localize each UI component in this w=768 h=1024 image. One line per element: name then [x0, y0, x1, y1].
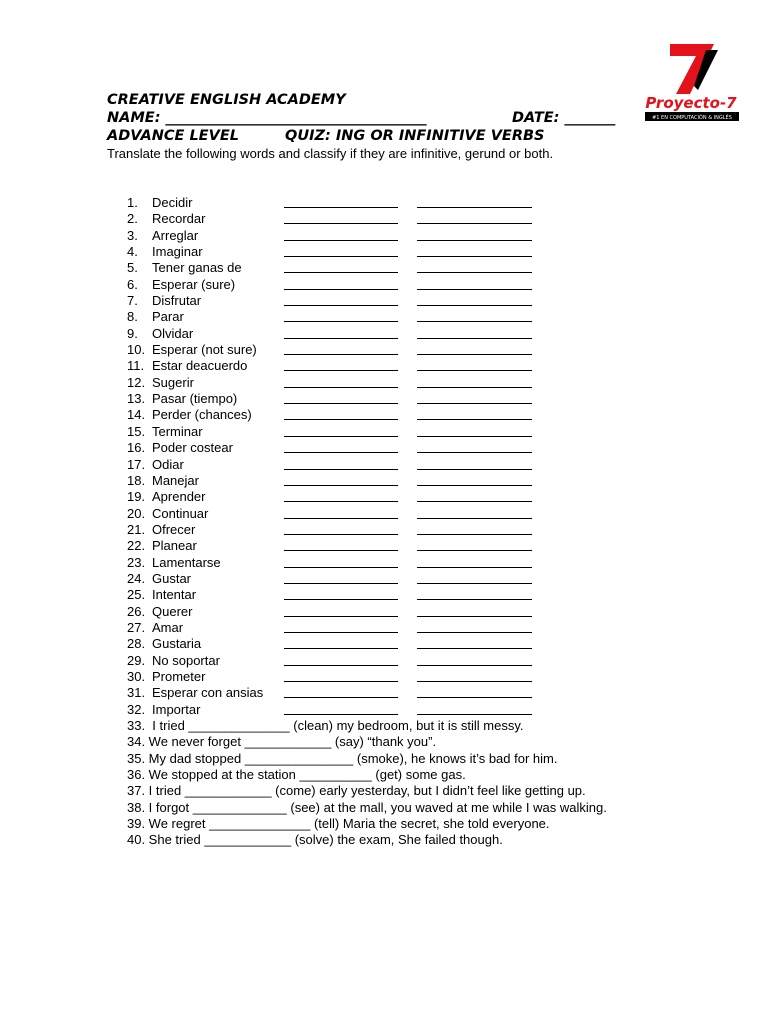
- translation-blank[interactable]: [284, 223, 398, 224]
- word-row: [127, 571, 607, 587]
- translation-blank[interactable]: [284, 665, 398, 666]
- classification-blank[interactable]: [417, 256, 532, 257]
- word-spanish: Manejar: [152, 472, 199, 488]
- word-number: 28.: [127, 636, 146, 652]
- word-spanish: Aprender: [152, 489, 206, 505]
- translation-blank[interactable]: [284, 452, 398, 453]
- classification-blank[interactable]: [417, 272, 532, 273]
- word-number: 25.: [127, 587, 146, 603]
- word-number: 24.: [127, 570, 146, 586]
- classification-blank[interactable]: [417, 616, 532, 617]
- word-spanish: Continuar: [152, 505, 209, 521]
- word-number: 31.: [127, 685, 146, 701]
- word-number: 10.: [127, 342, 146, 358]
- word-number: 7.: [127, 293, 138, 309]
- word-spanish: Lamentarse: [152, 554, 221, 570]
- word-number: 27.: [127, 619, 146, 635]
- word-spanish: Querer: [152, 603, 193, 619]
- word-spanish: Planear: [152, 538, 197, 554]
- sentence-row: 38. I forgot _____________ (see) at the mall, you waved at me while I was walking.: [127, 799, 607, 815]
- word-row: [127, 604, 607, 620]
- word-row: [127, 489, 607, 505]
- word-number: 1.: [127, 195, 138, 210]
- translation-blank[interactable]: [284, 272, 398, 273]
- word-number: 15.: [127, 423, 146, 439]
- word-number: 23.: [127, 554, 146, 570]
- translation-blank[interactable]: [284, 256, 398, 257]
- word-spanish: Tener ganas de: [152, 260, 242, 276]
- quiz-title: QUIZ: ING OR INFINITIVE VERBS: [285, 128, 545, 144]
- instructions: Translate the following words and classify if they are infinitive, gerund or both.: [107, 146, 554, 161]
- word-row: [127, 260, 607, 276]
- classification-blank[interactable]: [417, 452, 532, 453]
- word-number: 5.: [127, 260, 138, 276]
- classification-blank[interactable]: [417, 501, 532, 502]
- translation-blank[interactable]: [284, 305, 398, 306]
- word-row: [127, 440, 607, 456]
- word-row: [127, 457, 607, 473]
- classification-blank[interactable]: [417, 550, 532, 551]
- translation-blank[interactable]: [284, 338, 398, 339]
- translation-blank[interactable]: [284, 436, 398, 437]
- word-number: 11.: [127, 358, 145, 374]
- word-spanish: Esperar con ansias: [152, 685, 264, 701]
- word-spanish: Prometer: [152, 668, 206, 684]
- word-number: 32.: [127, 701, 146, 717]
- word-row: [127, 587, 607, 603]
- classification-blank[interactable]: [417, 681, 532, 682]
- classification-blank[interactable]: [417, 338, 532, 339]
- classification-blank[interactable]: [417, 223, 532, 224]
- date-field-label[interactable]: DATE: _______: [512, 110, 616, 126]
- sentence-row: 34. We never forget ____________ (say) “thank you”.: [127, 734, 437, 750]
- word-spanish: Odiar: [152, 456, 184, 472]
- classification-blank[interactable]: [417, 240, 532, 241]
- classification-blank[interactable]: [417, 469, 532, 470]
- word-spanish: Decidir: [152, 195, 193, 210]
- word-spanish: Imaginar: [152, 244, 203, 260]
- word-row: [127, 473, 607, 489]
- translation-blank[interactable]: [284, 387, 398, 388]
- word-number: 8.: [127, 309, 138, 325]
- word-spanish: Estar deacuerdo: [152, 358, 248, 374]
- classification-blank[interactable]: [417, 632, 532, 633]
- word-number: 3.: [127, 227, 138, 243]
- classification-blank[interactable]: [417, 354, 532, 355]
- sentence-row: 33. I tried ______________ (clean) my bedroom, but it is still messy.: [127, 718, 524, 733]
- classification-blank[interactable]: [417, 419, 532, 420]
- translation-blank[interactable]: [284, 419, 398, 420]
- translation-blank[interactable]: [284, 501, 398, 502]
- word-number: 14.: [127, 407, 146, 423]
- word-spanish: Amar: [152, 619, 184, 635]
- classification-blank[interactable]: [417, 534, 532, 535]
- classification-blank[interactable]: [417, 648, 532, 649]
- word-number: 13.: [127, 391, 146, 407]
- word-row: [127, 506, 607, 522]
- word-number: 18.: [127, 472, 146, 488]
- svg-text:#1 EN COMPUTACIÓN & INGLÉS: #1 EN COMPUTACIÓN & INGLÉS: [652, 115, 732, 121]
- classification-blank[interactable]: [417, 567, 532, 568]
- translation-blank[interactable]: [284, 207, 398, 208]
- translation-blank[interactable]: [284, 697, 398, 698]
- word-row: [127, 620, 607, 636]
- word-number: 16.: [127, 440, 146, 456]
- word-spanish: Ofrecer: [152, 521, 196, 537]
- classification-blank[interactable]: [417, 665, 532, 666]
- proyecto-7-logo: [640, 42, 742, 122]
- translation-blank[interactable]: [284, 289, 398, 290]
- word-row: [127, 309, 607, 325]
- word-row: [127, 702, 607, 718]
- word-row: [127, 211, 607, 227]
- translation-blank[interactable]: [284, 648, 398, 649]
- translation-blank[interactable]: [284, 240, 398, 241]
- word-spanish: Poder costear: [152, 440, 233, 456]
- name-field-label[interactable]: NAME: ____________________________________: [107, 110, 427, 126]
- word-number: 2.: [127, 211, 138, 227]
- vocabulary-list: [127, 195, 607, 849]
- word-spanish: Parar: [152, 309, 184, 325]
- translation-blank[interactable]: [284, 370, 398, 371]
- word-number: 6.: [127, 276, 138, 292]
- word-spanish: Intentar: [152, 587, 197, 603]
- word-spanish: Terminar: [152, 423, 203, 439]
- word-spanish: Recordar: [152, 211, 206, 227]
- word-number: 4.: [127, 244, 138, 260]
- classification-blank[interactable]: [417, 485, 532, 486]
- classification-blank[interactable]: [417, 207, 532, 208]
- sentence-row: 40. She tried ____________ (solve) the exam, She failed though.: [127, 832, 503, 848]
- classification-blank[interactable]: [417, 599, 532, 600]
- proyecto-7-logo-icon: [640, 42, 742, 122]
- word-spanish: Disfrutar: [152, 293, 202, 309]
- word-row: [127, 358, 607, 374]
- translation-blank[interactable]: [284, 354, 398, 355]
- translation-blank[interactable]: [284, 632, 398, 633]
- word-row: [127, 391, 607, 407]
- translation-blank[interactable]: [284, 485, 398, 486]
- word-spanish: Perder (chances): [152, 407, 252, 423]
- svg-text:Proyecto-7: Proyecto-7: [645, 94, 737, 112]
- translation-blank[interactable]: [284, 518, 398, 519]
- word-spanish: Gustar: [152, 570, 192, 586]
- word-row: [127, 522, 607, 538]
- word-spanish: No soportar: [152, 652, 220, 668]
- translation-blank[interactable]: [284, 616, 398, 617]
- word-number: 26.: [127, 603, 146, 619]
- word-number: 30.: [127, 668, 146, 684]
- word-number: 12.: [127, 374, 146, 390]
- word-row: [127, 685, 607, 701]
- sentence-row: 36. We stopped at the station __________ (get) some gas.: [127, 767, 466, 783]
- word-row: [127, 407, 607, 423]
- translation-blank[interactable]: [284, 469, 398, 470]
- word-row: [127, 244, 607, 260]
- classification-blank[interactable]: [417, 305, 532, 306]
- classification-blank[interactable]: [417, 403, 532, 404]
- word-spanish: Esperar (not sure): [152, 342, 257, 358]
- word-spanish: Pasar (tiempo): [152, 391, 238, 407]
- word-row: [127, 538, 607, 554]
- translation-blank[interactable]: [284, 714, 398, 715]
- sentence-row: 37. I tried ____________ (come) early yesterday, but I didn’t feel like getting up.: [127, 783, 586, 799]
- word-spanish: Olvidar: [152, 325, 194, 341]
- translation-blank[interactable]: [284, 681, 398, 682]
- sentence-row: 35. My dad stopped _______________ (smoke), he knows it’s bad for him.: [127, 750, 558, 766]
- word-spanish: Gustaria: [152, 636, 202, 652]
- sentence-row: 39. We regret ______________ (tell) Maria the secret, she told everyone.: [127, 816, 550, 832]
- word-number: 17.: [127, 456, 146, 472]
- translation-blank[interactable]: [284, 550, 398, 551]
- word-spanish: Importar: [152, 701, 201, 717]
- word-spanish: Sugerir: [152, 374, 194, 390]
- translation-blank[interactable]: [284, 403, 398, 404]
- translation-blank[interactable]: [284, 321, 398, 322]
- classification-blank[interactable]: [417, 321, 532, 322]
- word-row: [127, 669, 607, 685]
- translation-blank[interactable]: [284, 583, 398, 584]
- classification-blank[interactable]: [417, 387, 532, 388]
- word-row: [127, 653, 607, 669]
- word-number: 21.: [127, 521, 146, 537]
- word-number: 9.: [127, 325, 138, 341]
- classification-blank[interactable]: [417, 436, 532, 437]
- word-row: [127, 277, 607, 293]
- classification-blank[interactable]: [417, 518, 532, 519]
- word-row: [127, 326, 607, 342]
- level-label: ADVANCE LEVEL: [107, 128, 239, 144]
- classification-blank[interactable]: [417, 583, 532, 584]
- word-number: 20.: [127, 505, 146, 521]
- academy-name: CREATIVE ENGLISH ACADEMY: [107, 92, 346, 108]
- word-row: [127, 424, 607, 440]
- classification-blank[interactable]: [417, 370, 532, 371]
- word-row: [127, 342, 607, 358]
- word-row: [127, 195, 607, 211]
- word-spanish: Arreglar: [152, 227, 199, 243]
- word-number: 22.: [127, 538, 146, 554]
- classification-blank[interactable]: [417, 289, 532, 290]
- translation-blank[interactable]: [284, 599, 398, 600]
- word-row: [127, 636, 607, 652]
- word-row: [127, 228, 607, 244]
- translation-blank[interactable]: [284, 567, 398, 568]
- word-row: [127, 375, 607, 391]
- word-number: 19.: [127, 489, 146, 505]
- word-spanish: Esperar (sure): [152, 276, 236, 292]
- word-row: [127, 555, 607, 571]
- translation-blank[interactable]: [284, 534, 398, 535]
- word-row: [127, 293, 607, 309]
- classification-blank[interactable]: [417, 697, 532, 698]
- classification-blank[interactable]: [417, 714, 532, 715]
- word-number: 29.: [127, 652, 146, 668]
